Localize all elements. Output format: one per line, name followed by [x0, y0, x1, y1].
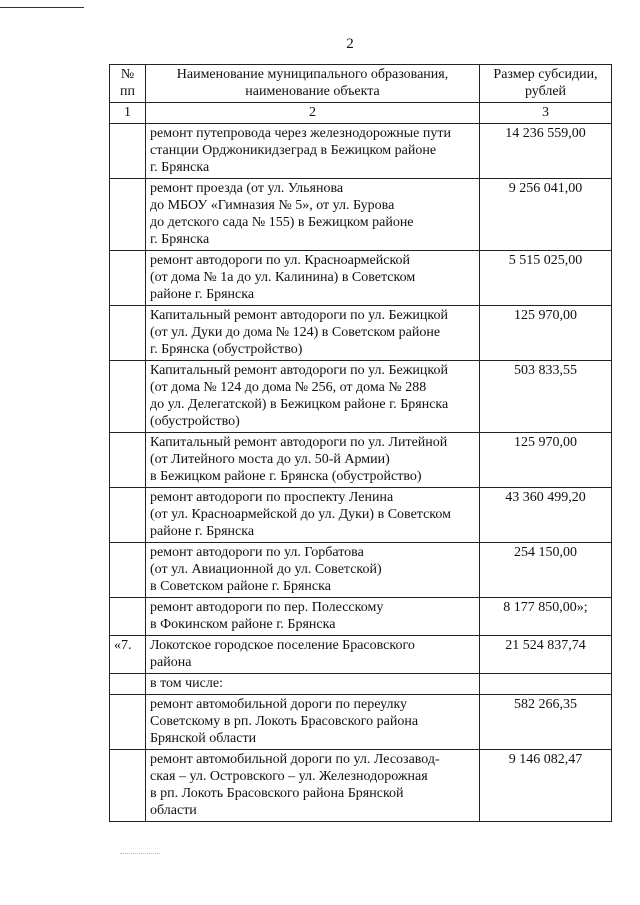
- object-name-line: до ул. Делегатской) в Бежицком районе г. Брянска: [150, 397, 449, 412]
- object-name-line: района: [150, 655, 192, 670]
- subsidy-amount-cell: 43 360 499,20: [480, 488, 612, 543]
- table-header-row: [110, 65, 612, 103]
- object-name-line: районе г. Брянска: [150, 524, 255, 539]
- object-name-line: области: [150, 803, 197, 818]
- object-name-line: в рп. Локоть Брасовского района Брянской: [150, 786, 404, 801]
- object-name-line: Капитальный ремонт автодороги по ул. Бежицкой: [150, 308, 448, 323]
- table-row: [110, 488, 612, 543]
- object-name-line: г. Брянска: [150, 160, 210, 175]
- subsidy-amount-cell: 9 256 041,00: [480, 179, 612, 251]
- header-amount-line: Размер субсидии,: [493, 67, 598, 82]
- row-number-cell: [110, 674, 146, 695]
- row-number-cell: [110, 361, 146, 433]
- object-name-line: (от ул. Авиационной до ул. Советской): [150, 562, 382, 577]
- table-body: [110, 124, 612, 822]
- subsidy-amount-cell: 9 146 082,47: [480, 750, 612, 822]
- row-number-cell: [110, 598, 146, 636]
- object-name-line: Советскому в рп. Локоть Брасовского района: [150, 714, 419, 729]
- object-name-line: (от ул. Дуки до дома № 124) в Советском районе: [150, 325, 441, 340]
- object-name-line: Брянской области: [150, 731, 257, 746]
- row-number-cell: [110, 251, 146, 306]
- object-name-line: ремонт автодороги по пер. Полесскому: [150, 600, 384, 615]
- object-name-line: (от Литейного моста до ул. 50-й Армии): [150, 452, 390, 467]
- object-name-line: ремонт автодороги по проспекту Ленина: [150, 490, 394, 505]
- object-name-line: г. Брянска (обустройство): [150, 342, 303, 357]
- object-name-cell: [146, 543, 480, 598]
- column-number: 2: [146, 103, 480, 124]
- header-name-line: наименование объекта: [245, 84, 380, 99]
- object-name-line: станции Орджоникидзеград в Бежицком районе: [150, 143, 437, 158]
- subsidy-amount-cell: 125 970,00: [480, 306, 612, 361]
- table-row: [110, 251, 612, 306]
- row-number-cell: [110, 543, 146, 598]
- object-name-cell: [146, 306, 480, 361]
- object-name-cell: [146, 251, 480, 306]
- object-name-cell: [146, 488, 480, 543]
- header-num-line: пп: [120, 84, 135, 99]
- top-rule: [0, 7, 84, 8]
- footer-mark: [120, 853, 160, 854]
- object-name-cell: [146, 750, 480, 822]
- row-number-cell: [110, 124, 146, 179]
- subsidy-amount-cell: 14 236 559,00: [480, 124, 612, 179]
- object-name-line: ремонт путепровода через железнодорожные пути: [150, 126, 451, 141]
- object-name-line: (от дома № 124 до дома № 256, от дома № 288: [150, 380, 427, 395]
- header-num-line: №: [120, 67, 135, 82]
- header-amount-line: рублей: [524, 84, 567, 99]
- object-name-cell: [146, 674, 480, 695]
- object-name-line: г. Брянска: [150, 232, 210, 247]
- column-number: 3: [480, 103, 612, 124]
- table-row: [110, 306, 612, 361]
- row-number-cell: [110, 750, 146, 822]
- object-name-line: ремонт автодороги по ул. Красноармейской: [150, 253, 411, 268]
- subsidy-amount-cell: 254 150,00: [480, 543, 612, 598]
- object-name-line: ремонт проезда (от ул. Ульянова: [150, 181, 344, 196]
- object-name-line: ремонт автомобильной дороги по переулку: [150, 697, 408, 712]
- object-name-line: (от дома № 1а до ул. Калинина) в Советском: [150, 270, 416, 285]
- column-number: 1: [110, 103, 146, 124]
- row-number-cell: [110, 179, 146, 251]
- subsidy-amount-cell: 582 266,35: [480, 695, 612, 750]
- row-number-cell: [110, 488, 146, 543]
- table-row: [110, 433, 612, 488]
- object-name-cell: [146, 179, 480, 251]
- object-name-line: районе г. Брянска: [150, 287, 255, 302]
- object-name-line: Локотское городское поселение Брасовского: [150, 638, 415, 653]
- object-name-line: в Советском районе г. Брянска: [150, 579, 331, 594]
- table-row: [110, 124, 612, 179]
- subsidy-amount-cell: 21 524 837,74: [480, 636, 612, 674]
- object-name-line: Капитальный ремонт автодороги по ул. Литейной: [150, 435, 448, 450]
- subsidy-amount-cell: [480, 674, 612, 695]
- object-name-line: до МБОУ «Гимназия № 5», от ул. Бурова: [150, 198, 395, 213]
- column-numbers-row: [110, 103, 612, 124]
- table-row: [110, 636, 612, 674]
- object-name-line: (от ул. Красноармейской до ул. Дуки) в Советском: [150, 507, 451, 522]
- subsidy-amount-cell: 125 970,00: [480, 433, 612, 488]
- subsidy-amount-cell: 5 515 025,00: [480, 251, 612, 306]
- object-name-line: ская – ул. Островского – ул. Железнодорожная: [150, 769, 428, 784]
- object-name-line: в Бежицком районе г. Брянска (обустройство): [150, 469, 422, 484]
- page-number: 2: [346, 36, 354, 52]
- table-row: [110, 674, 612, 695]
- subsidy-amount-cell: 503 833,55: [480, 361, 612, 433]
- subsidy-amount-cell: 8 177 850,00»;: [480, 598, 612, 636]
- object-name-line: (обустройство): [150, 414, 240, 429]
- header-name: [146, 65, 480, 103]
- object-name-line: в Фокинском районе г. Брянска: [150, 617, 336, 632]
- header-amount: [480, 65, 612, 103]
- header-num: [110, 65, 146, 103]
- table-row: [110, 543, 612, 598]
- table-row: [110, 361, 612, 433]
- row-number-cell: [110, 306, 146, 361]
- object-name-line: Капитальный ремонт автодороги по ул. Бежицкой: [150, 363, 448, 378]
- row-number-cell: [110, 695, 146, 750]
- object-name-line: в том числе:: [150, 676, 223, 691]
- table-row: [110, 598, 612, 636]
- object-name-cell: [146, 361, 480, 433]
- object-name-line: ремонт автодороги по ул. Горбатова: [150, 545, 364, 560]
- object-name-cell: [146, 695, 480, 750]
- row-number-cell: «7.: [110, 636, 146, 674]
- table-row: [110, 695, 612, 750]
- object-name-cell: [146, 433, 480, 488]
- table-row: [110, 179, 612, 251]
- object-name-line: ремонт автомобильной дороги по ул. Лесозавод-: [150, 752, 440, 767]
- subsidy-table: [109, 64, 612, 822]
- object-name-line: до детского сада № 155) в Бежицком районе: [150, 215, 414, 230]
- row-number-cell: [110, 433, 146, 488]
- object-name-cell: [146, 124, 480, 179]
- object-name-cell: [146, 598, 480, 636]
- object-name-cell: [146, 636, 480, 674]
- table-row: [110, 750, 612, 822]
- header-name-line: Наименование муниципального образования,: [176, 67, 449, 82]
